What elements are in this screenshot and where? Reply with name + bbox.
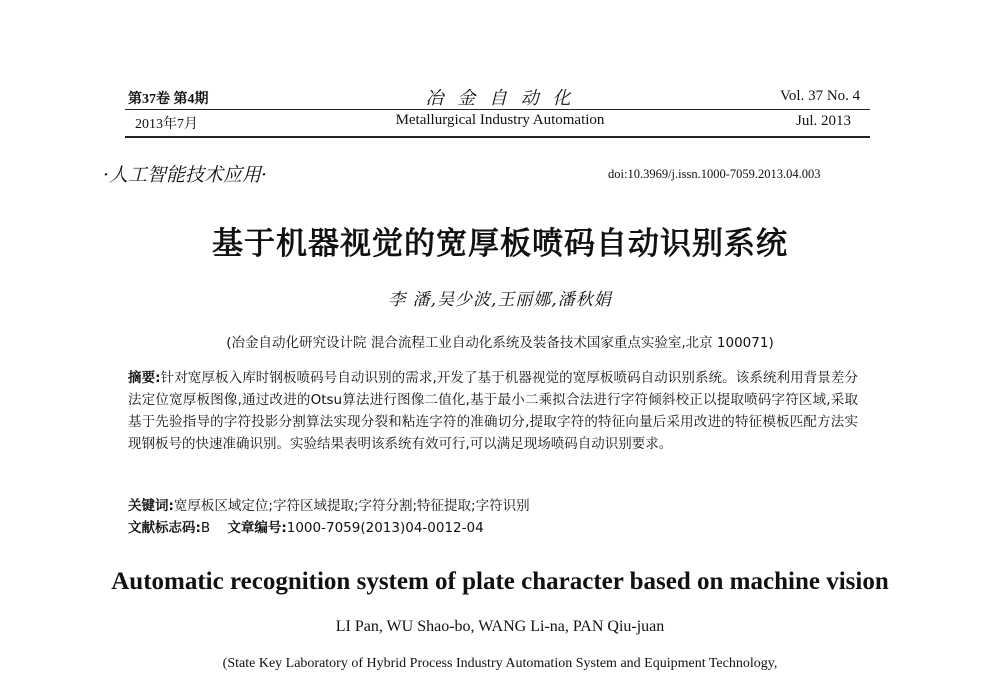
header-rule-thin: [125, 109, 870, 110]
date-cn: 2013年7月: [135, 117, 198, 132]
keywords-text: 宽厚板区域定位;字符区域提取;字符分割;特征提取;字符识别: [173, 498, 530, 514]
header-rule-thick: [125, 136, 870, 138]
column-label: ·人工智能技术应用·: [103, 164, 268, 186]
article-no: 1000-7059(2013)04-0012-04: [286, 520, 484, 536]
article-no-label: 文章编号:: [227, 520, 287, 536]
abstract: [128, 367, 858, 455]
keywords: [128, 494, 530, 514]
abstract-label: 摘要:: [128, 370, 161, 386]
date-en: Jul. 2013: [796, 113, 852, 129]
authors-cn: 李 潘,吴少波,王丽娜,潘秋娟: [388, 290, 612, 310]
volume-issue-cn: 第37卷 第4期: [128, 92, 209, 107]
abstract-text: 针对宽厚板入库时钢板喷码号自动识别的需求,开发了基于机器视觉的宽厚板喷码自动识别系统。该系统利用背景差分法定位宽厚板图像,通过改进的Otsu算法进行图像二值化,基于最小二乘拟合法进行字符倾斜校正以提取喷码字符区域,采取基于先验指导的字符投影分割算法实现分裂和粘连字符的准确切分,提取字符的特征向量后采用改进的特征模板匹配方法实现钢板号的快速准确识别。实验结果表明该系统有效可行,可以满足现场喷码自动识别要求。: [128, 370, 858, 452]
affiliation-en: (State Key Laboratory of Hybrid Process Industry Automation System and Equipment Technology,: [222, 656, 778, 671]
journal-name-en: Metallurgical Industry Automation: [395, 112, 605, 128]
keywords-label: 关键词:: [128, 498, 174, 514]
volume-issue-en: Vol. 37 No. 4: [780, 88, 861, 104]
authors-en: LI Pan, WU Shao-bo, WANG Li-na, PAN Qiu-juan: [335, 618, 665, 635]
doc-code-label: 文献标志码:: [128, 520, 201, 536]
journal-name-cn: 冶 金 自 动 化: [425, 88, 575, 109]
doc-code: B: [200, 520, 211, 536]
title-cn: 基于机器视觉的宽厚板喷码自动识别系统: [212, 226, 788, 262]
title-en: Automatic recognition system of plate character based on machine vision: [111, 568, 889, 595]
classification: [128, 516, 484, 536]
doi: doi:10.3969/j.issn.1000-7059.2013.04.003: [608, 167, 821, 181]
affiliation-cn: (冶金自动化研究设计院 混合流程工业自动化系统及装备技术国家重点实验室,北京 100071): [226, 335, 774, 351]
